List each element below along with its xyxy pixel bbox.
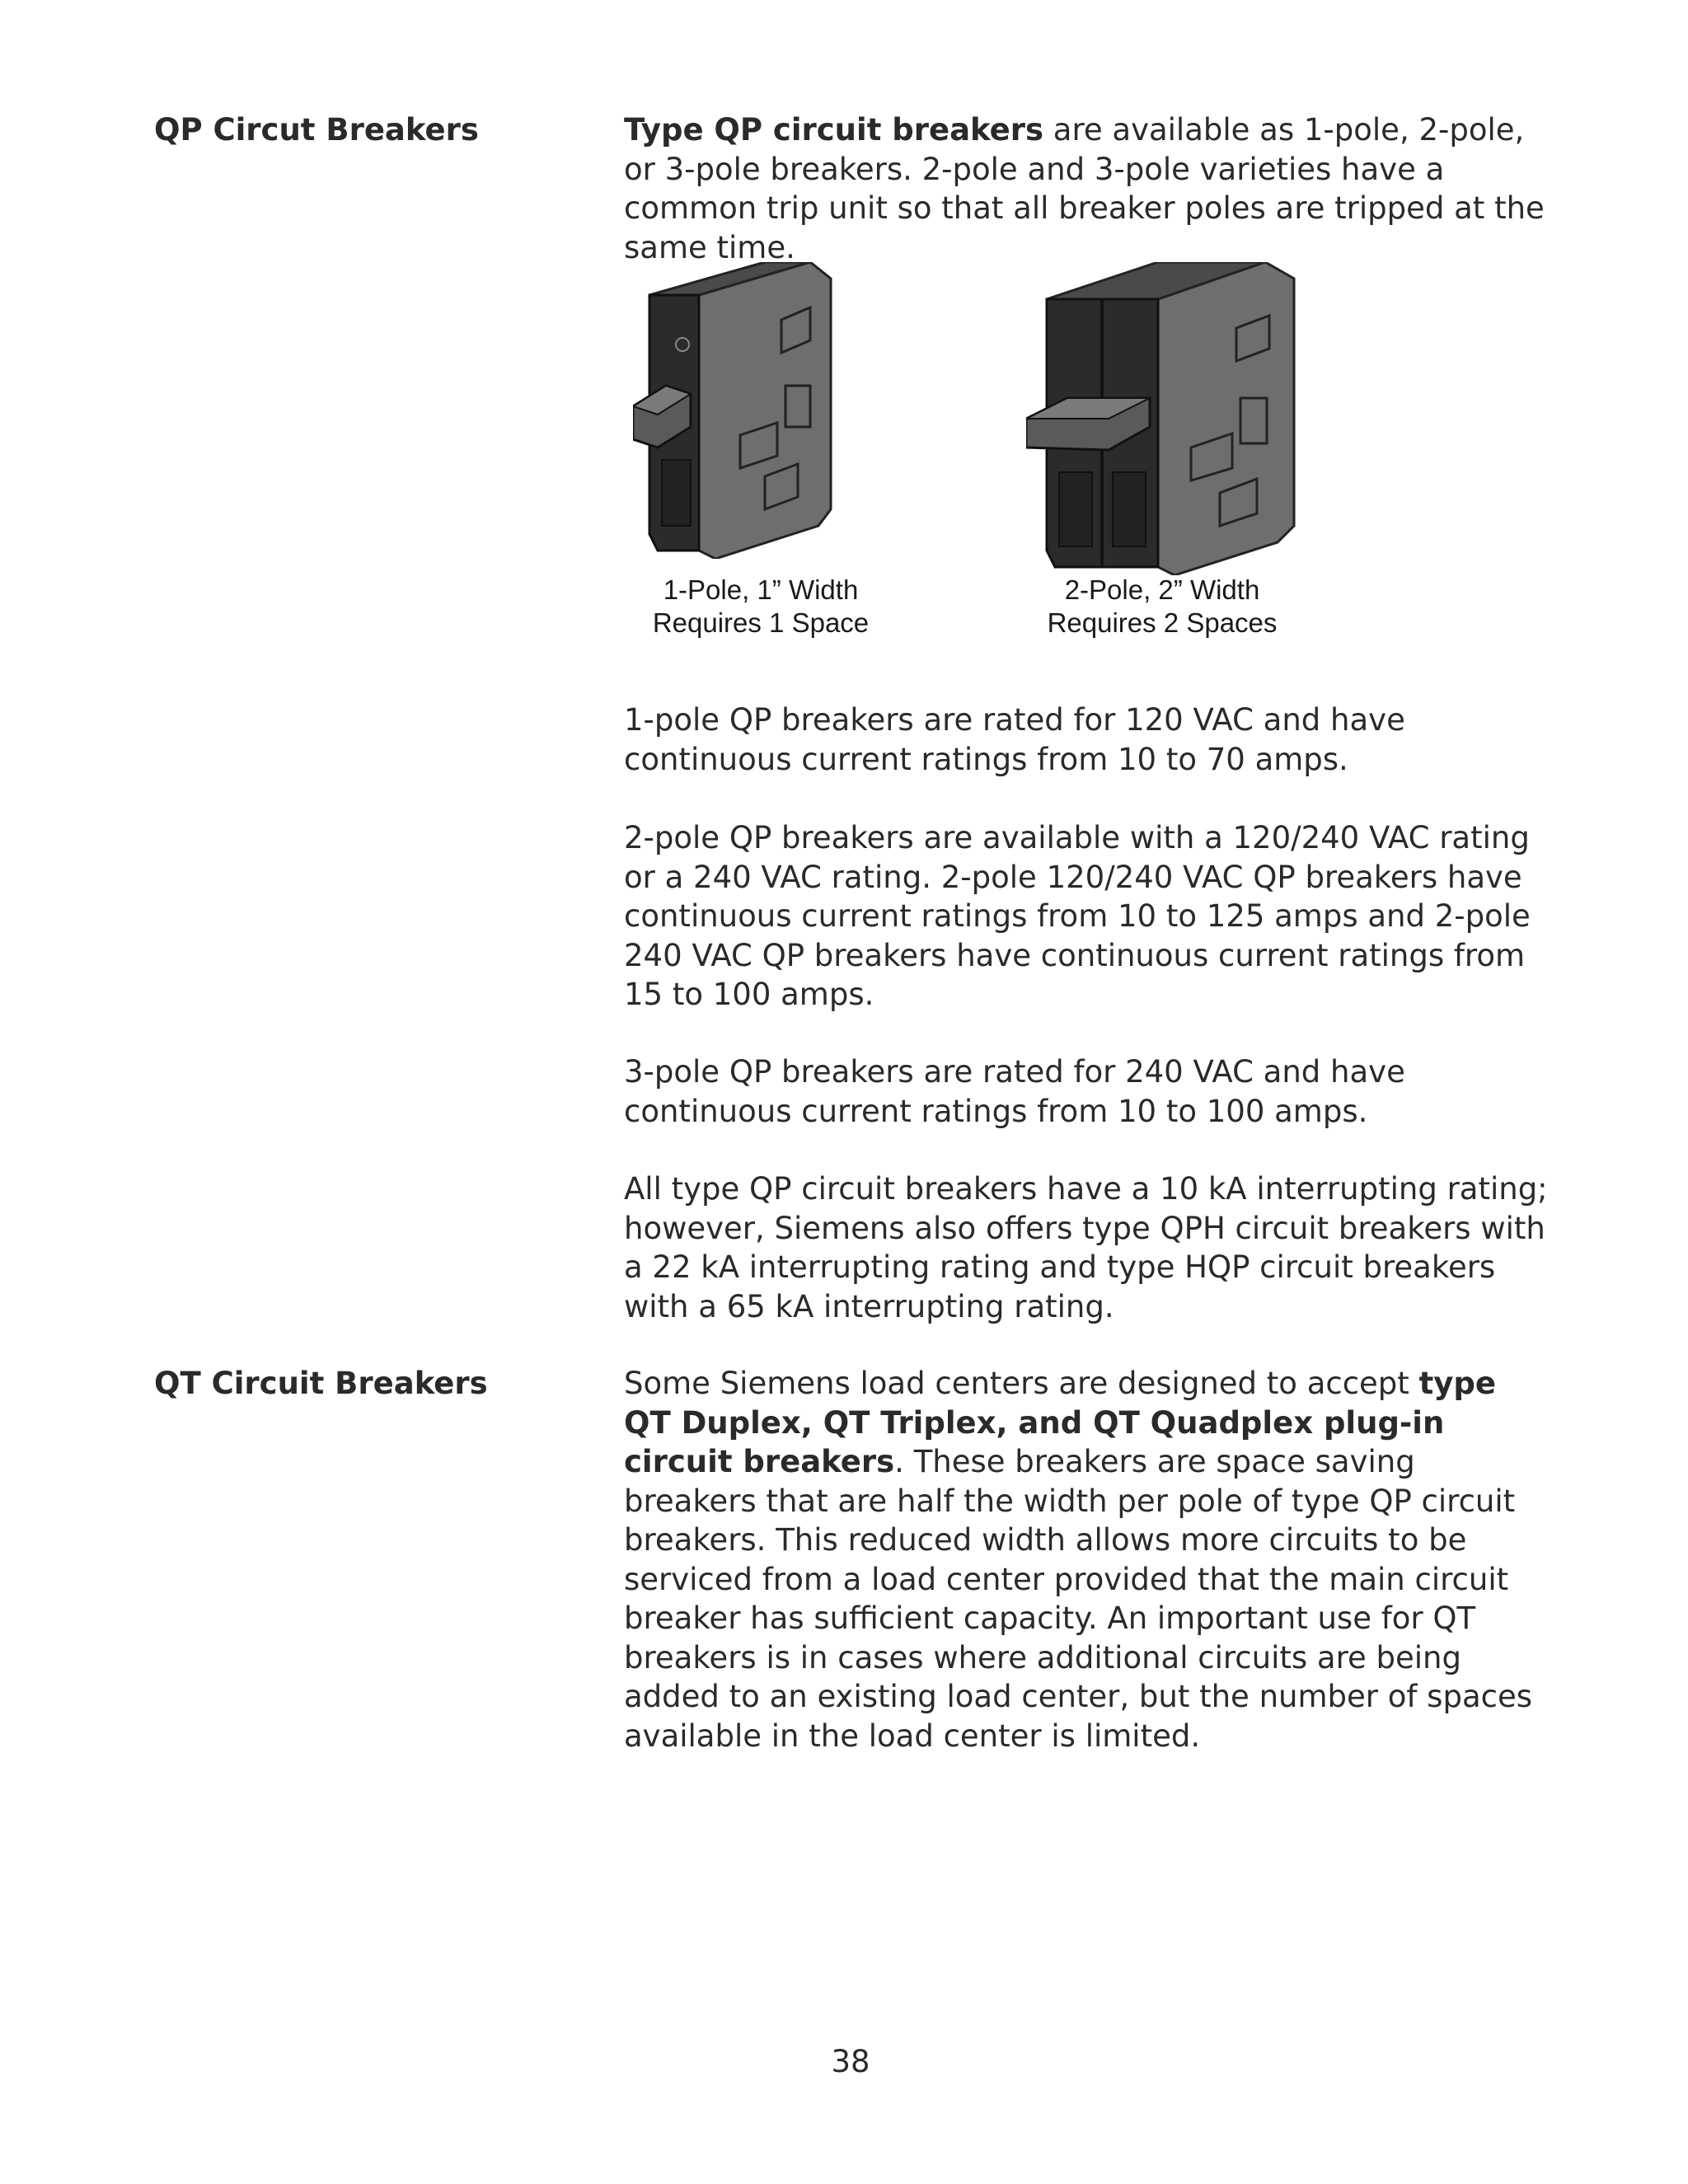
single-pole-caption-line1: 1-Pole, 1” Width	[663, 574, 859, 605]
qp-intro-bold: Type QP circuit breakers	[624, 112, 1044, 148]
double-pole-breaker-illustration	[1026, 262, 1372, 638]
qt-intro-text: . These breakers are space saving breakers that are half the width per pole of type QP circuit breakers. This reduced width allows more circuits to be serviced from a load center provided that the main circuit breaker has sufficient capacity. An important use for QT breakers is in cases where additional circuits are being added to an existing load center, but the number of spaces available in the load center is limited.	[624, 1444, 1532, 1754]
qt-section-heading: QT Circuit Breakers	[154, 1366, 488, 1401]
qp-1pole-paragraph: 1-pole QP breakers are rated for 120 VAC and have continuous current ratings from 10 to 70 amps.	[624, 702, 1405, 777]
qt-intro-bold: type QT Duplex, QT Triplex, and QT Quadplex plug-in circuit breakers	[624, 1366, 1496, 1479]
qp-intro-paragraph	[624, 110, 1551, 267]
qt-intro-lead: Some Siemens load centers are designed to accept	[624, 1366, 1419, 1401]
qp-3pole-paragraph: 3-pole QP breakers are rated for 240 VAC and have continuous current ratings from 10 to 100 amps.	[624, 1054, 1405, 1129]
page-number: 38	[831, 2044, 870, 2079]
double-pole-caption	[1014, 574, 1311, 640]
qt-intro-paragraph	[624, 1364, 1551, 1755]
qp-2pole-paragraph: 2-pole QP breakers are available with a 120/240 VAC rating or a 240 VAC rating. 2-pole 120/240 VAC QP breakers have continuous current ratings from 10 to 125 amps and 2-pole 240 VAC QP breakers have continuous current ratings from 15 to 100 amps.	[624, 820, 1531, 1012]
single-pole-breaker-illustration	[633, 262, 979, 638]
single-pole-caption-line2: Requires 1 Space	[652, 607, 870, 638]
qp-interrupting-paragraph: All type QP circuit breakers have a 10 kA interrupting rating; however, Siemens also offers type QPH circuit breakers with a 22 kA interrupting rating and type HQP circuit breakers with a 65 kA interrupting rating.	[624, 1171, 1548, 1324]
qp-section-heading: QP Circut Breakers	[154, 112, 479, 148]
double-pole-caption-line1: 2-Pole, 2” Width	[1064, 574, 1260, 605]
single-pole-caption	[612, 574, 909, 640]
qp-intro-text: are available as 1-pole, 2-pole, or 3-pole breakers. 2-pole and 3-pole varieties have a common trip unit so that all breaker poles are tripped at the same time.	[624, 112, 1545, 265]
double-pole-breaker-drawing	[1026, 262, 1306, 575]
single-pole-breaker-drawing	[633, 262, 839, 559]
double-pole-caption-line2: Requires 2 Spaces	[1047, 607, 1278, 638]
